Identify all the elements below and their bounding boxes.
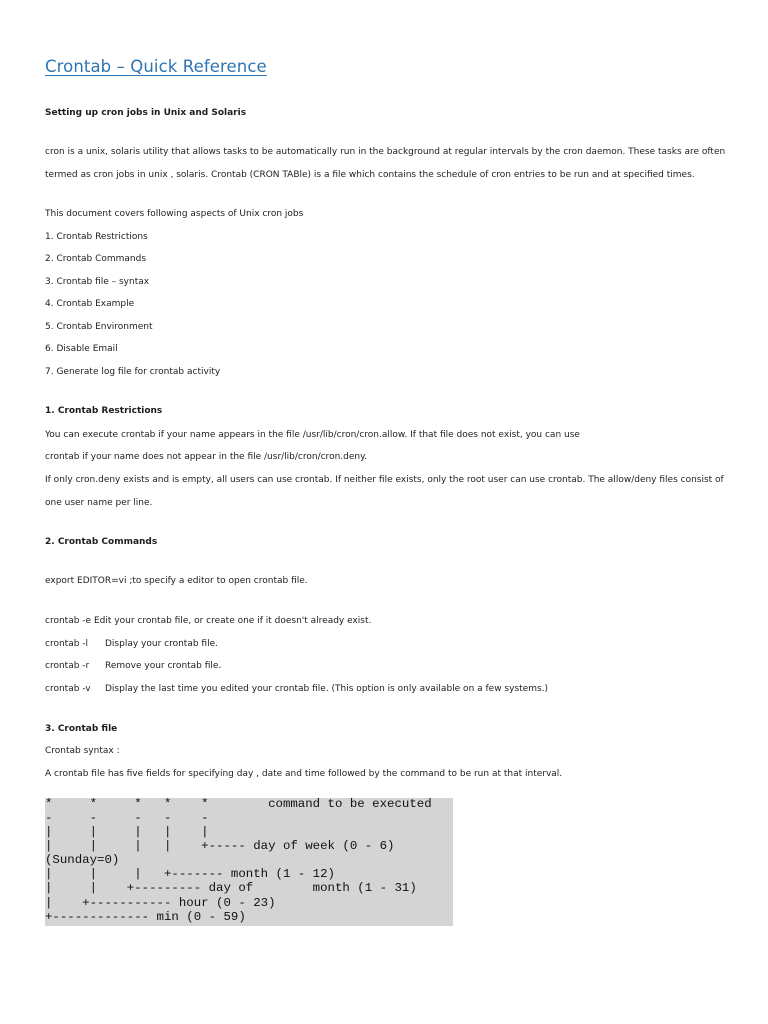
code-line: * * * * * command to be executed — [45, 797, 432, 811]
command-row — [45, 638, 218, 650]
command-desc: Remove your crontab file. — [105, 661, 222, 671]
toc-item: 6. Disable Email — [45, 344, 118, 354]
command-row — [45, 660, 221, 672]
section-3-heading: 3. Crontab file — [45, 724, 118, 734]
doc-title: Crontab – Quick Reference — [45, 57, 267, 76]
command-name: crontab -l — [45, 639, 89, 649]
section-1-line: crontab if your name does not appear in the file /usr/lib/cron/cron.deny. — [45, 452, 367, 462]
code-line: (Sunday=0) — [45, 853, 120, 867]
doc-subtitle: Setting up cron jobs in Unix and Solaris — [45, 108, 247, 118]
command-desc: Edit your crontab file, or create one if it doesn't already exist. — [94, 616, 372, 626]
toc-item: 1. Crontab Restrictions — [45, 232, 148, 242]
command-desc: Display the last time you edited your crontab file. (This option is only available on a few systems.) — [105, 684, 549, 694]
code-line: | | | +------- month (1 - 12) — [45, 867, 335, 881]
toc-item: 2. Crontab Commands — [45, 254, 147, 264]
toc-item: 7. Generate log file for crontab activity — [45, 367, 221, 377]
section-1-heading: 1. Crontab Restrictions — [45, 406, 163, 416]
command-row — [45, 683, 548, 695]
code-line: | +----------- hour (0 - 23) — [45, 896, 276, 910]
code-line: | | | | | — [45, 825, 209, 839]
command-name: crontab -r — [45, 661, 90, 671]
code-line: - - - - - — [45, 811, 209, 825]
intro-line-1: cron is a unix, solaris utility that allows tasks to be automatically run in the background at regular intervals by the cron daemon. These tasks are often — [45, 147, 726, 157]
crontab-file-desc: A crontab file has five fields for specifying day , date and time followed by the command to be run at that interval. — [45, 769, 563, 779]
code-line: | | | | +----- day of week (0 - 6) — [45, 839, 395, 853]
section-1-line: You can execute crontab if your name appears in the file /usr/lib/cron/cron.allow. If that file does not exist, you can use — [45, 430, 580, 440]
command-name: crontab -v — [45, 684, 91, 694]
covers-intro: This document covers following aspects of Unix cron jobs — [45, 209, 304, 219]
code-line: | | +--------- day of month (1 - 31) — [45, 881, 417, 895]
command-name: crontab -e — [45, 616, 92, 626]
crontab-syntax-label: Crontab syntax : — [45, 746, 120, 756]
command-row — [45, 615, 371, 627]
section-2-heading: 2. Crontab Commands — [45, 537, 158, 547]
toc-item: 4. Crontab Example — [45, 299, 135, 309]
code-line: +------------- min (0 - 59) — [45, 910, 246, 924]
section-1-line: one user name per line. — [45, 498, 153, 508]
export-editor-line: export EDITOR=vi ;to specify a editor to open crontab file. — [45, 576, 308, 586]
intro-line-2: termed as cron jobs in unix , solaris. Crontab (CRON TABle) is a file which contains the schedule of cron entries to be run and at specified times. — [45, 170, 695, 180]
command-desc: Display your crontab file. — [105, 639, 218, 649]
toc-item: 5. Crontab Environment — [45, 322, 153, 332]
section-1-line: If only cron.deny exists and is empty, all users can use crontab. If neither file exists, only the root user can use crontab. The allow/deny files consist of — [45, 475, 724, 485]
toc-item: 3. Crontab file – syntax — [45, 277, 150, 287]
